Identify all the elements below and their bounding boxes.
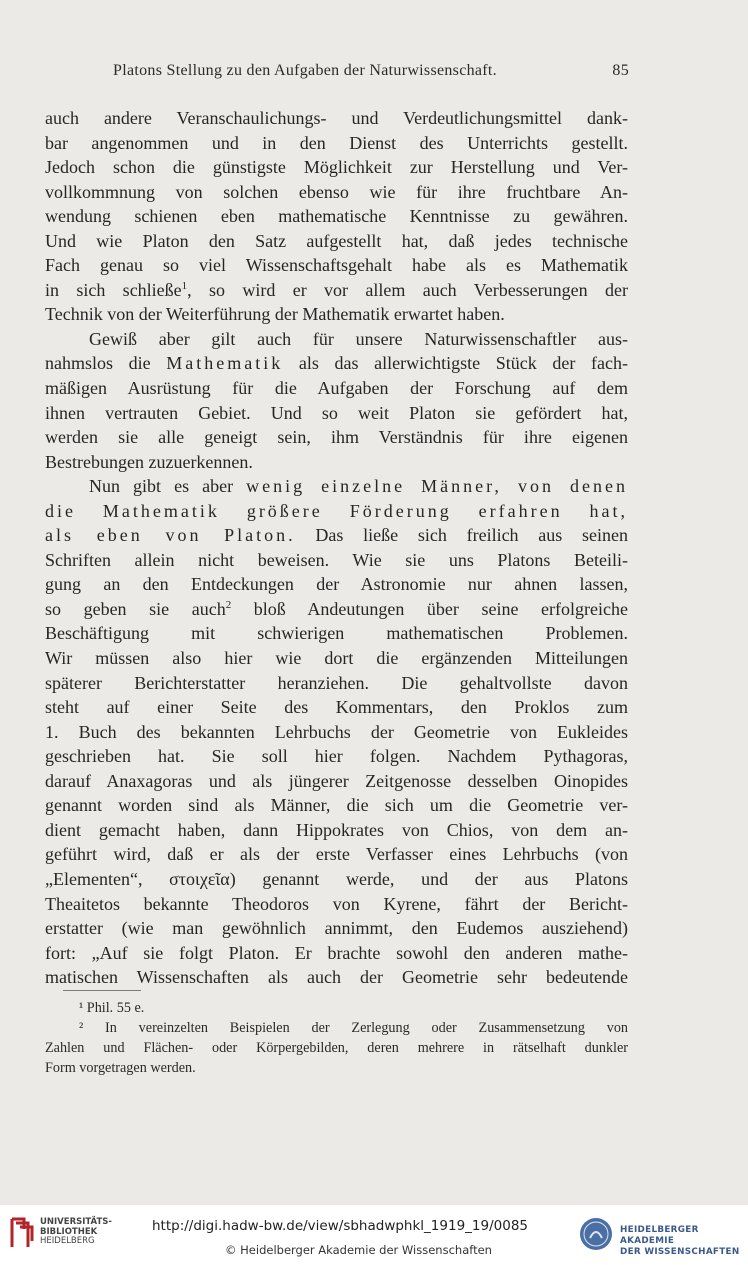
text-line: geschrieben hat. Sie soll hier folgen. Nachdem Pythagoras,	[45, 746, 628, 767]
body-text	[45, 106, 628, 990]
text-line: Jedoch schon die günstigste Möglichkeit zur Herstellung und Ver-	[45, 157, 628, 178]
text-line: auch andere Veranschaulichungs- und Verdeutlichungsmittel dank-	[45, 108, 628, 128]
text-line	[45, 278, 628, 303]
text-line: matischen Wissenschaften als auch der Geometrie sehr bedeutende	[45, 967, 628, 988]
footnote-1: ¹ Phil. 55 e.	[79, 1000, 145, 1016]
text-line: Gewiß aber gilt auch für unsere Naturwissenschaftler aus-	[89, 328, 628, 349]
permalink-url[interactable]: http://digi.hadw-bw.de/view/sbhadwphkl_1919_19/0085	[152, 1218, 528, 1234]
text-line: Theaitetos bekannte Theodoros von Kyrene, fährt der Bericht-	[45, 893, 628, 914]
text-line: fort: „Auf sie folgt Platon. Er brachte sowohl den anderen mathe-	[45, 942, 628, 963]
academy-name	[620, 1225, 748, 1258]
text-line: die Mathematik größere Förderung erfahren hat,	[45, 500, 628, 521]
academy-line-2: DER WISSENSCHAFTEN	[620, 1247, 740, 1257]
footnote-2-line: Form vorgetragen werden.	[45, 1060, 196, 1076]
text-line: gung an den Entdeckungen der Astronomie nur ahnen lassen,	[45, 574, 628, 595]
text-line: darauf Anaxagoras und als jüngerer Zeitgenosse desselben Oinopides	[45, 770, 628, 791]
academy-line-1: HEIDELBERGER AKADEMIE	[620, 1225, 699, 1246]
text-line: mäßigen Ausrüstung für die Aufgaben der Forschung auf dem	[45, 378, 628, 399]
text-line: Fach genau so viel Wissenschaftsgehalt habe als es Mathematik	[45, 255, 628, 276]
ub-line-3: HEIDELBERG	[40, 1236, 95, 1246]
text-line: genannt worden sind als Männer, die sich um die Geometrie ver-	[45, 795, 628, 816]
text-line: werden sie alle geneigt sein, ihm Verständnis für ihre eigenen	[45, 427, 628, 448]
emphasis-spaced: wenig einzelne Männer, von denen	[246, 476, 628, 497]
viewer-footer	[0, 1205, 748, 1265]
text-line	[45, 597, 628, 622]
emphasis-spaced: als eben von Platon.	[45, 525, 296, 546]
academy-seal-icon[interactable]	[578, 1216, 614, 1252]
text-line: vollkommnung von solchen ebenso wie für ihre fruchtbare An-	[45, 181, 628, 202]
text-line: Schriften allein nicht beweisen. Wie sie uns Platons Beteili-	[45, 549, 628, 570]
text-line: ihnen vertrauten Gebiet. Und so weit Platon sie gefördert hat,	[45, 402, 628, 423]
text-line: Wir müssen also hier wie dort die ergänzenden Mitteilungen	[45, 648, 628, 669]
footnotes	[45, 998, 628, 1078]
text-segment: , so wird er vor allem auch Verbesserungen der	[187, 279, 628, 300]
footnote-2-line: Zahlen und Flächen- oder Körpergebilden, deren mehrere in rätselhaft dunkler	[45, 1040, 628, 1056]
text-line: 1. Buch des bekannten Lehrbuchs der Geometrie von Eukleides	[45, 721, 628, 742]
text-line: bar angenommen und in den Dienst des Unterrichts gestellt.	[45, 132, 628, 153]
page-number: 85	[612, 62, 629, 79]
text-line	[45, 474, 628, 499]
copyright-notice: © Heidelberger Akademie der Wissenschaften	[225, 1243, 492, 1257]
running-title: Platons Stellung zu den Aufgaben der Naturwissenschaft.	[113, 62, 497, 79]
text-line: „Elementen“, στοιχεῖα) genannt werde, und der aus Platons	[45, 868, 628, 889]
ub-line-2: BIBLIOTHEK	[40, 1226, 98, 1237]
text-line	[45, 523, 628, 548]
text-line	[45, 351, 628, 376]
text-line: Bestrebungen zuzuerkennen.	[45, 451, 253, 472]
text-segment: als das allerwichtigste Stück der fach-	[283, 353, 628, 374]
text-line: wendung schienen eben mathematische Kenntnisse zu gewähren.	[45, 206, 628, 227]
university-library-name	[40, 1218, 112, 1247]
text-segment: nahmslos die	[45, 353, 167, 374]
footnote-ref-2[interactable]: 2	[225, 598, 232, 611]
footnote-ref-1[interactable]: 1	[181, 279, 188, 292]
text-line: späterer Berichterstatter heranziehen. Die gehaltvollste davon	[45, 672, 628, 693]
footnote-2: ² In vereinzelten Beispielen der Zerlegung oder Zusammensetzung von	[79, 1020, 628, 1036]
text-segment: bloß Andeutungen über seine erfolgreiche	[231, 598, 628, 619]
footnote-divider	[63, 990, 141, 991]
text-line: dient gemacht haben, dann Hippokrates von Chios, von dem an-	[45, 819, 628, 840]
text-segment: Das ließe sich freilich aus seinen	[295, 525, 629, 546]
text-segment: Nun gibt es aber	[89, 476, 247, 497]
university-library-logo-icon[interactable]	[8, 1215, 36, 1251]
text-line: Technik von der Weiterführung der Mathematik erwartet haben.	[45, 304, 505, 325]
text-line: Beschäftigung mit schwierigen mathematischen Problemen.	[45, 623, 628, 644]
text-line: erstatter (wie man gewöhnlich annimmt, den Eudemos ausziehend)	[45, 918, 628, 939]
text-line: steht auf einer Seite des Kommentars, den Proklos zum	[45, 697, 628, 718]
text-line: Und wie Platon den Satz aufgestellt hat, daß jedes technische	[45, 230, 628, 251]
emphasis-spaced: Mathematik	[166, 353, 284, 374]
text-line: geführt wird, daß er als der erste Verfasser eines Lehrbuchs (von	[45, 844, 628, 865]
text-segment: in sich schließe	[45, 279, 182, 300]
text-segment: so geben sie auch	[45, 598, 226, 619]
ub-line-1: UNIVERSITÄTS-	[40, 1217, 112, 1227]
